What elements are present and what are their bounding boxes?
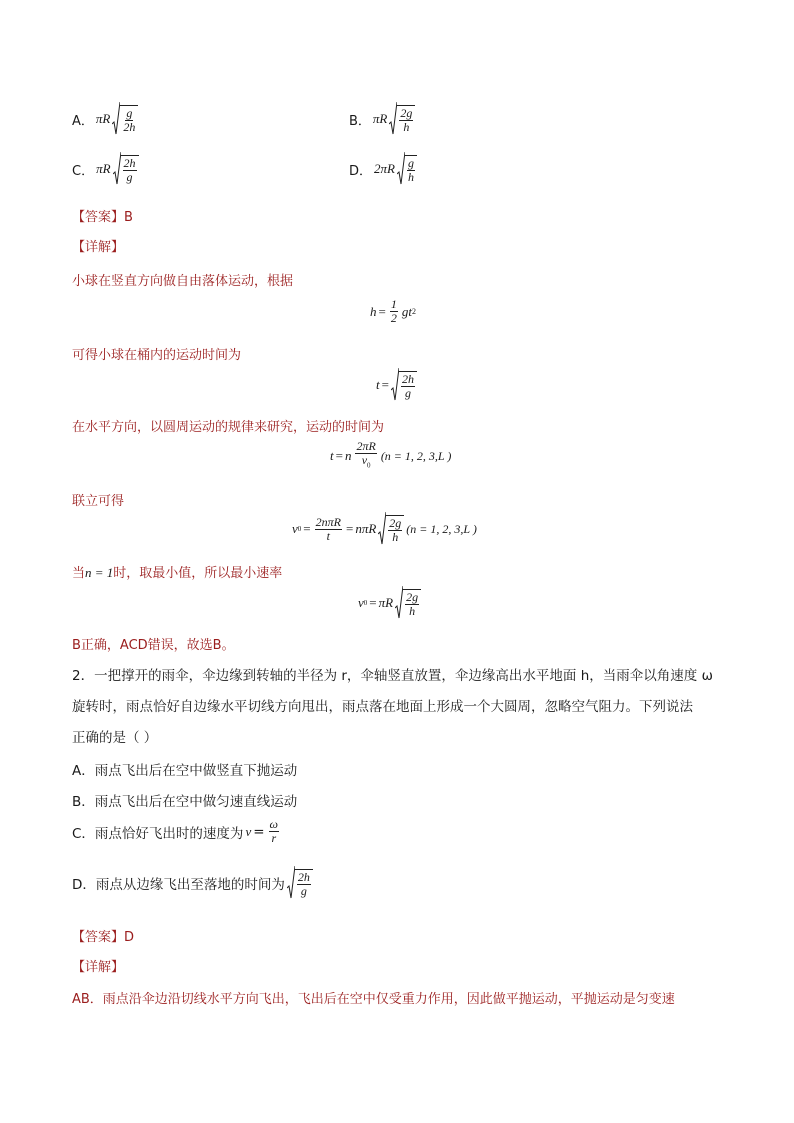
math-coeff: 2πR [374,161,395,176]
solution-text: AB．雨点沿伞边沿切线水平方向飞出，飞出后在空中仅受重力作用，因此做平抛运动，平抛运动是匀变速 [72,992,675,1007]
question-stem-line: 正确的是（ ） [72,730,158,746]
option-d [349,152,417,186]
detail-label: 【详解】 [72,960,125,975]
question-stem-line: 旋转时，雨点恰好自边缘水平切线方向甩出，雨点落在地面上形成一个大圆周，忽略空气阻力。下列说法 [72,699,693,715]
solution-text: 可得小球在桶内的运动时间为 [72,348,242,363]
equation-free-fall: h = $\frac{1}{2}$ gt 2 [370,297,416,325]
conclusion-text: B正确，ACD错误，故选B。 [72,638,235,653]
sqrt-expression: $\frac{2h}{g}$ [113,152,139,186]
equation-circular-time: t = n $\frac{2\pi R}{v_0}$ (n = 1, 2, 3,L ) [330,439,452,470]
equation-min-velocity: v 0 = πR $\frac{2g}{h}$ [358,586,421,620]
solution-text: 在水平方向，以圆周运动的规律来研究，运动的时间为 [72,420,385,435]
sqrt-expression: $\frac{g}{h}$ [397,152,417,186]
option-b [349,102,415,136]
math-coeff: πR [96,161,111,176]
solution-text: 小球在竖直方向做自由落体运动，根据 [72,274,294,289]
equation-velocity: v 0 = $\frac{\text{2nπR}}{t}$ = nπR $\frac{2g}{h}$ (n = 1, 2, 3,L ) [292,512,477,546]
equation-time: t = $\frac{2h}{g}$ [376,368,417,402]
sqrt-expression: $\frac{2g}{h}$ [389,102,415,136]
detail-label: 【详解】 [72,240,125,255]
option-letter: C． [72,163,95,179]
option-letter: B． [349,113,371,129]
option-a: A．雨点飞出后在空中做竖直下抛运动 [72,763,298,779]
option-letter: D． [349,163,373,179]
sqrt-expression: $\frac{g}{2h}$ [112,102,138,136]
option-c [72,152,139,186]
option-b: B．雨点飞出后在空中做匀速直线运动 [72,794,298,810]
math-coeff: πR [95,111,111,126]
option-letter: A． [72,113,94,129]
solution-text: 联立可得 [72,494,125,509]
option-a [72,102,138,136]
option-d: D．雨点从边缘飞出至落地的时间为 $\frac{2h}{g}$ [72,866,313,900]
answer-label: 【答案】B [72,210,133,225]
answer-label: 【答案】D [72,930,135,945]
solution-text: 当n = 1时，取最小值，所以最小速率 [72,565,283,581]
question-stem-line: 2．一把撑开的雨伞，伞边缘到转轴的半径为 r，伞轴竖直放置，伞边缘高出水平地面 h，当雨伞以角速度 ω [72,668,713,684]
option-c: C．雨点恰好飞出时的速度为 v = $\frac{\omega}{r}$ [72,817,279,845]
math-coeff: πR [372,111,388,126]
